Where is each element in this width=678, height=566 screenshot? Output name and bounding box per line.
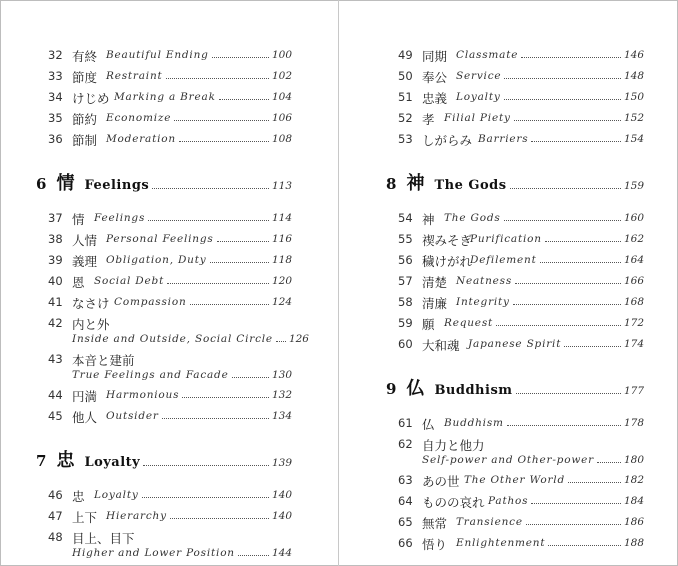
dot-leader [515,283,621,284]
entry-page: 108 [271,133,292,145]
entries-37-41 [48,207,292,312]
entry-number: 44 [48,388,63,402]
entry-number: 51 [398,90,413,104]
entry-page: 150 [623,91,644,103]
entry-english: True Feelings and Facade [72,369,229,381]
entry-english: Japanese Spirit [468,338,562,350]
chapter-8-heading[interactable] [386,149,644,207]
chapter-number: 9 [386,380,397,398]
entry-number: 62 [398,437,413,451]
dot-leader [521,57,621,58]
chapter-kanji: 情 [56,173,75,194]
toc-entry-62[interactable] [398,433,644,469]
dot-leader [510,188,621,189]
entry-japanese: 悟り [422,537,448,552]
toc-entry-53[interactable] [398,128,644,149]
dot-leader [504,99,621,100]
dot-leader [540,262,621,263]
entry-number: 65 [398,515,413,529]
entry-page: 140 [271,489,292,501]
toc-entry-34[interactable] [48,86,292,107]
entry-english: Obligation, Duty [106,254,207,266]
chapter-number: 8 [386,175,397,193]
entry-page: 140 [271,510,292,522]
toc-entry-46[interactable] [48,484,292,505]
entry-english: Pathos [488,495,529,507]
toc-entry-39[interactable] [48,249,292,270]
entry-english: Hierarchy [106,510,167,522]
entry-japanese: 情 [72,212,85,227]
entry-english: Social Debt [94,275,165,287]
entries-44-45 [48,384,292,426]
entry-number: 42 [48,316,63,330]
dot-leader [531,503,621,504]
toc-entry-56[interactable] [398,249,644,270]
entry-number: 55 [398,232,413,246]
entry-page: 168 [623,296,644,308]
entry-english: Outsider [106,410,159,422]
entry-page: 180 [623,454,644,466]
entry-page: 118 [271,254,292,266]
entry-number: 40 [48,274,63,288]
chapter-number: 6 [36,175,47,193]
entry-number: 52 [398,111,413,125]
entry-english: The Gods [444,212,501,224]
entry-english: Integrity [456,296,510,308]
entry-number: 39 [48,253,63,267]
entry-page: 134 [271,410,292,422]
entry-number: 49 [398,48,413,62]
entry-english: Buddhism [444,417,504,429]
entry-number: 66 [398,536,413,550]
entries-49-53 [398,44,644,149]
entry-page: 130 [271,369,292,381]
toc-entry-55[interactable] [398,228,644,249]
chapter-page: 159 [623,180,644,192]
toc-entry-45[interactable] [48,405,292,426]
dot-leader [526,524,621,525]
dot-leader [514,120,621,121]
dot-leader [545,241,621,242]
entry-english: Personal Feelings [106,233,214,245]
entry-japanese: 奉公 [422,70,448,85]
entry-japanese: 目上、目下 [72,531,135,546]
chapter-title: Buddhism [434,383,513,398]
entry-japanese: 自力と他力 [422,438,485,453]
page-gutter [338,0,339,566]
entry-english: Harmonious [106,389,180,401]
dot-leader [568,482,621,483]
entry-page: 160 [623,212,644,224]
entry-english: Service [456,70,502,82]
dot-leader [496,325,621,326]
dot-leader [179,141,269,142]
entry-number: 48 [48,530,63,544]
dot-leader [143,465,269,466]
chapter-number: 7 [36,452,47,470]
entry-page: 154 [623,133,644,145]
entry-english: Beautiful Ending [106,49,209,61]
toc-entry-48[interactable] [48,526,292,562]
entry-english: Loyalty [94,489,139,501]
entry-number: 34 [48,90,63,104]
entry-number: 47 [48,509,63,523]
dot-leader [190,304,269,305]
entries-32-36 [48,44,292,149]
entry-number: 64 [398,494,413,508]
entry-number: 57 [398,274,413,288]
entry-japanese: 節度 [72,70,98,85]
toc-entry-60[interactable] [398,333,644,354]
toc-entry-51[interactable] [398,86,644,107]
entry-page: 116 [271,233,292,245]
entry-japanese: 節約 [72,112,98,127]
toc-entry-59[interactable] [398,312,644,333]
entry-number: 45 [48,409,63,423]
toc-entry-66[interactable] [398,532,644,553]
toc-entry-40[interactable] [48,270,292,291]
entry-japanese: 義理 [72,254,98,269]
entry-japanese: 円満 [72,389,98,404]
dot-leader [142,497,269,498]
chapter-7-heading[interactable] [36,426,292,484]
entry-japanese: 大和魂 [422,338,460,353]
dot-leader [564,346,621,347]
dot-leader [219,99,269,100]
entries-54-60 [398,207,644,354]
chapter-title: Feelings [84,178,150,193]
dot-leader [531,141,621,142]
entry-page: 186 [623,516,644,528]
entry-japanese: 同期 [422,49,448,64]
dot-leader [232,377,269,378]
entry-number: 33 [48,69,63,83]
dot-leader [513,304,621,305]
entry-page: 166 [623,275,644,287]
dot-leader [548,545,621,546]
toc-entry-47[interactable] [48,505,292,526]
dot-leader [182,397,269,398]
entry-page: 124 [271,296,292,308]
entry-page: 184 [623,495,644,507]
entry-japanese: けじめ [72,91,110,106]
entry-page: 174 [623,338,644,350]
entry-english: Transience [456,516,523,528]
entry-page: 114 [271,212,292,224]
entry-english: Inside and Outside, Social Circle [72,333,273,345]
toc-entry-61[interactable] [398,412,644,433]
toc-entry-50[interactable] [398,65,644,86]
toc-entry-32[interactable] [48,44,292,65]
chapter-title: The Gods [434,178,507,193]
entry-page: 146 [623,49,644,61]
entry-number: 53 [398,132,413,146]
toc-entry-58[interactable] [398,291,644,312]
toc-entry-43[interactable] [48,348,292,384]
entry-english: Moderation [106,133,176,145]
entry-japanese: 禊みそぎ [422,233,473,248]
entry-japanese: ものの哀れ [422,495,485,510]
entry-page: 144 [271,547,292,559]
entry-english: Defilement [470,254,537,266]
toc-entry-57[interactable] [398,270,644,291]
entry-english: Barriers [478,133,529,145]
entry-japanese: 無常 [422,516,448,531]
dot-leader [210,262,269,263]
entry-japanese: 孝 [422,112,435,127]
dot-leader [170,518,269,519]
entry-page: 152 [623,112,644,124]
dot-leader [148,220,269,221]
entry-english: The Other World [464,474,565,486]
entry-japanese: しがらみ [422,133,473,148]
dot-leader [516,393,621,394]
entry-japanese: 内と外 [72,317,110,332]
entry-number: 41 [48,295,63,309]
entry-japanese: 忠義 [422,91,448,106]
entry-english: Self-power and Other-power [422,454,594,466]
entry-english: Neatness [456,275,513,287]
entry-japanese: 清楚 [422,275,448,290]
chapter-page: 177 [623,385,644,397]
entry-page: 104 [271,91,292,103]
entry-english: Loyalty [456,91,501,103]
dot-leader [212,57,269,58]
entry-number: 32 [48,48,63,62]
toc-entry-33[interactable] [48,65,292,86]
chapter-9-heading[interactable] [386,354,644,412]
toc-entry-35[interactable] [48,107,292,128]
entry-page: 172 [623,317,644,329]
chapter-kanji: 忠 [56,450,75,471]
entry-page: 126 [288,333,309,345]
entry-japanese: 人情 [72,233,98,248]
chapter-6-heading[interactable] [36,149,292,207]
entry-page: 132 [271,389,292,401]
chapter-kanji: 仏 [406,378,425,399]
toc-entry-63[interactable] [398,469,644,490]
toc-entry-37[interactable] [48,207,292,228]
entry-page: 164 [623,254,644,266]
entry-page: 188 [623,537,644,549]
entry-number: 35 [48,111,63,125]
toc-entry-65[interactable] [398,511,644,532]
entry-english: Economize [106,112,172,124]
entry-number: 43 [48,352,63,366]
dot-leader [597,462,621,463]
toc-entry-49[interactable] [398,44,644,65]
entry-page: 162 [623,233,644,245]
entry-page: 106 [271,112,292,124]
entry-japanese: 穢けがれ [422,254,473,269]
entry-japanese: 神 [422,212,435,227]
entry-japanese: 本音と建前 [72,353,135,368]
entries-63-66 [398,469,644,553]
entry-number: 37 [48,211,63,225]
entry-english: Higher and Lower Position [72,547,235,559]
toc-entry-44[interactable] [48,384,292,405]
right-page-toc [386,44,644,553]
dot-leader [504,220,621,221]
toc-entry-52[interactable] [398,107,644,128]
entry-japanese: 上下 [72,510,98,525]
entry-page: 100 [271,49,292,61]
dot-leader [238,555,269,556]
entry-japanese: 他人 [72,410,98,425]
entry-japanese: なさけ [72,296,110,311]
chapter-title: Loyalty [84,455,141,470]
entry-page: 148 [623,70,644,82]
entry-page: 120 [271,275,292,287]
dot-leader [217,241,269,242]
dot-leader [174,120,269,121]
left-page-toc [36,44,309,562]
toc-entry-41[interactable] [48,291,292,312]
entries-46-47 [48,484,292,526]
entry-number: 38 [48,232,63,246]
entry-number: 46 [48,488,63,502]
entry-number: 59 [398,316,413,330]
entry-english: Restraint [106,70,163,82]
entry-number: 36 [48,132,63,146]
entry-page: 102 [271,70,292,82]
entry-english: Compassion [114,296,187,308]
entry-japanese: 有終 [72,49,98,64]
toc-entry-38[interactable] [48,228,292,249]
entry-english: Enlightenment [456,537,546,549]
entry-english: Request [444,317,494,329]
entry-japanese: 仏 [422,417,435,432]
entry-page: 182 [623,474,644,486]
entry-number: 60 [398,337,413,351]
dot-leader [166,78,269,79]
entry-english: Marking a Break [114,91,216,103]
entry-number: 63 [398,473,413,487]
dot-leader [504,78,621,79]
entry-number: 58 [398,295,413,309]
chapter-kanji: 神 [406,173,425,194]
chapter-page: 113 [271,180,292,192]
entry-page: 178 [623,417,644,429]
entry-number: 56 [398,253,413,267]
chapter-page: 139 [271,457,292,469]
entry-english: Filial Piety [444,112,511,124]
entry-number: 54 [398,211,413,225]
dot-leader [167,283,269,284]
entry-japanese: 清廉 [422,296,448,311]
entry-japanese: あの世 [422,474,460,489]
entry-number: 61 [398,416,413,430]
dot-leader [162,418,269,419]
dot-leader [152,188,269,189]
toc-entry-64[interactable] [398,490,644,511]
entry-english: Classmate [456,49,519,61]
entry-number: 50 [398,69,413,83]
entry-english: Purification [470,233,542,245]
entry-japanese: 忠 [72,489,85,504]
toc-entry-54[interactable] [398,207,644,228]
entry-japanese: 願 [422,317,435,332]
dot-leader [507,425,621,426]
toc-entry-42[interactable] [48,312,309,348]
entry-japanese: 節制 [72,133,98,148]
dot-leader [276,341,286,342]
entry-english: Feelings [94,212,146,224]
toc-entry-36[interactable] [48,128,292,149]
entry-japanese: 恩 [72,275,85,290]
